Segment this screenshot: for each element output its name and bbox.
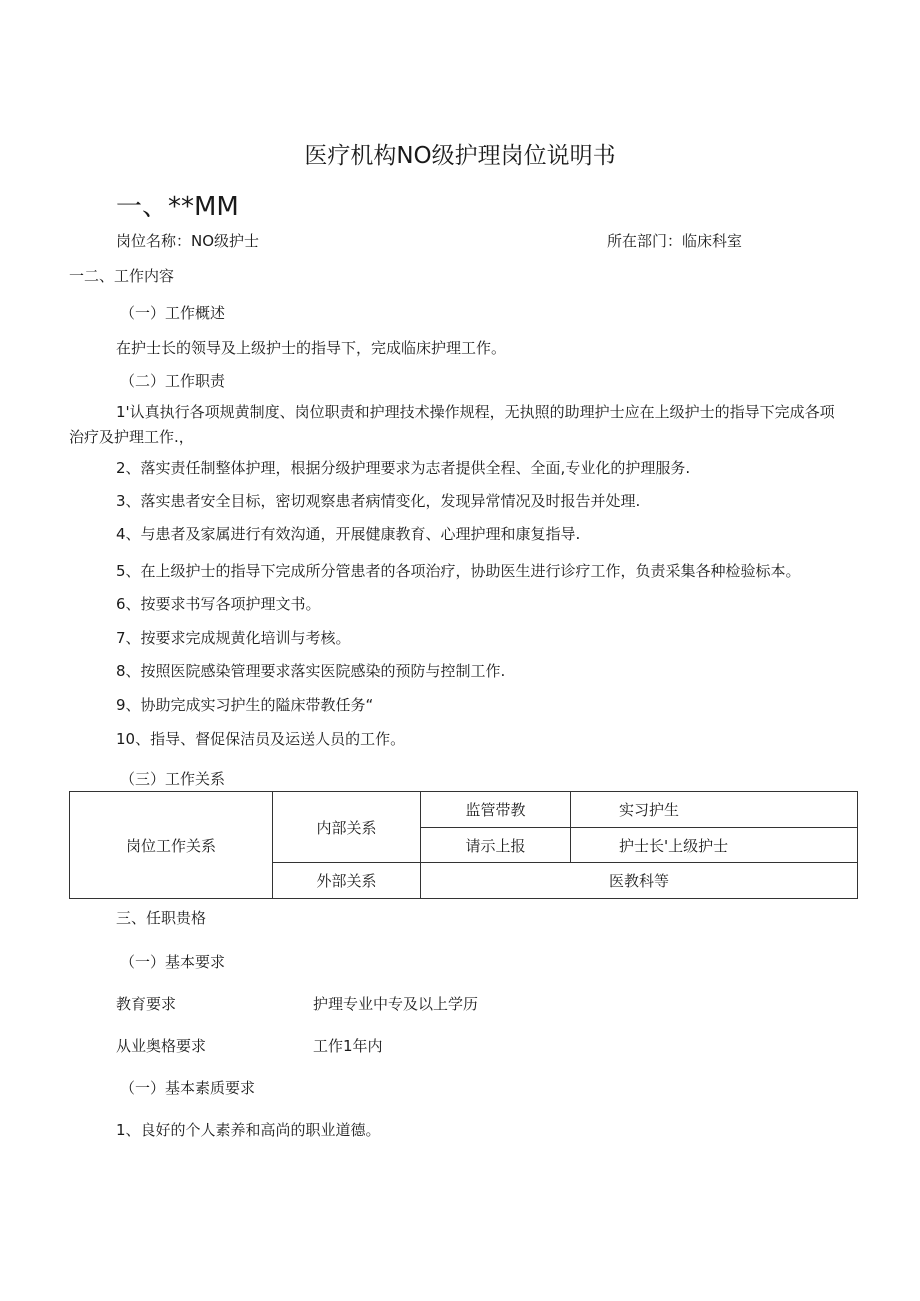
duty-item: 4、与患者及家属进行有效沟通，开展健康教育、心理护理和康复指导.: [116, 525, 581, 543]
internal-relations-label: 内部关系: [273, 792, 421, 863]
supervise-label: 监管带教: [421, 792, 571, 828]
overview-title: （一）工作概述: [120, 304, 226, 322]
qualification-label: 从业奥格要求: [116, 1037, 207, 1055]
duty-item: 2、落实责任制整体护理，根据分级护理要求为志者提供全程、全面,专业化的护理服务.: [116, 459, 691, 477]
report-label: 请示上报: [421, 828, 571, 863]
education-value: 护理专业中专及以上学历: [313, 995, 479, 1013]
external-relations-label: 外部关系: [273, 863, 421, 899]
duty-item: 5、在上级护士的指导下完成所分管患者的各项治疗，协助医生进行诊疗工作，负责采集各种检验标本。: [116, 562, 801, 580]
duty-item: 1'认真执行各项规黄制度、岗位职责和护理技术操作规程，无执照的助理护士应在上级护士的指导下完成各项: [116, 403, 835, 421]
page-title: 医疗机构NO级护理岗位说明书: [304, 143, 616, 169]
report-value: 护士长'上级护士: [571, 828, 858, 863]
duty-item: 治疗及护理工作.，: [69, 428, 194, 446]
post-name: 岗位名称：NO级护士: [116, 232, 260, 250]
external-relations-value: 医教科等: [421, 863, 858, 899]
duties-title: （二）工作职责: [120, 372, 226, 390]
department: 所在部门：临床科室: [607, 232, 743, 250]
relations-title: （三）工作关系: [120, 770, 226, 788]
quality-item: 1、良好的个人素养和高尚的职业道德。: [116, 1121, 381, 1139]
basic-requirements-title: （一）基本要求: [120, 953, 226, 971]
duty-item: 3、落实患者安全目标，密切观察患者病情变化，发现异常情况及时报告并处理.: [116, 492, 641, 510]
duty-item: 7、按要求完成规黄化培训与考核。: [116, 629, 351, 647]
duty-item: 10、指导、督促保洁员及运送人员的工作。: [116, 730, 406, 748]
section-3-heading: 三、任职贵格: [116, 909, 207, 927]
relations-row-header: 岗位工作关系: [70, 792, 273, 899]
section-1-heading: 一、**MM: [116, 192, 239, 222]
duty-item: 9、协助完成实习护生的隘床带教任务“: [116, 696, 374, 714]
duty-item: 8、按照医院感染管理要求落实医院感染的预防与控制工作.: [116, 662, 506, 680]
overview-text: 在护士长的领导及上级护士的指导下，完成临床护理工作。: [116, 339, 507, 357]
section-2-heading: 一二、工作内容: [69, 267, 175, 285]
education-label: 教育要求: [116, 995, 177, 1013]
duty-item: 6、按要求书写各项护理文书。: [116, 595, 321, 613]
supervise-value: 实习护生: [571, 792, 858, 828]
relations-table: [69, 791, 858, 899]
qualification-value: 工作1年内: [313, 1037, 383, 1055]
quality-requirements-title: （一）基本素质要求: [120, 1079, 256, 1097]
